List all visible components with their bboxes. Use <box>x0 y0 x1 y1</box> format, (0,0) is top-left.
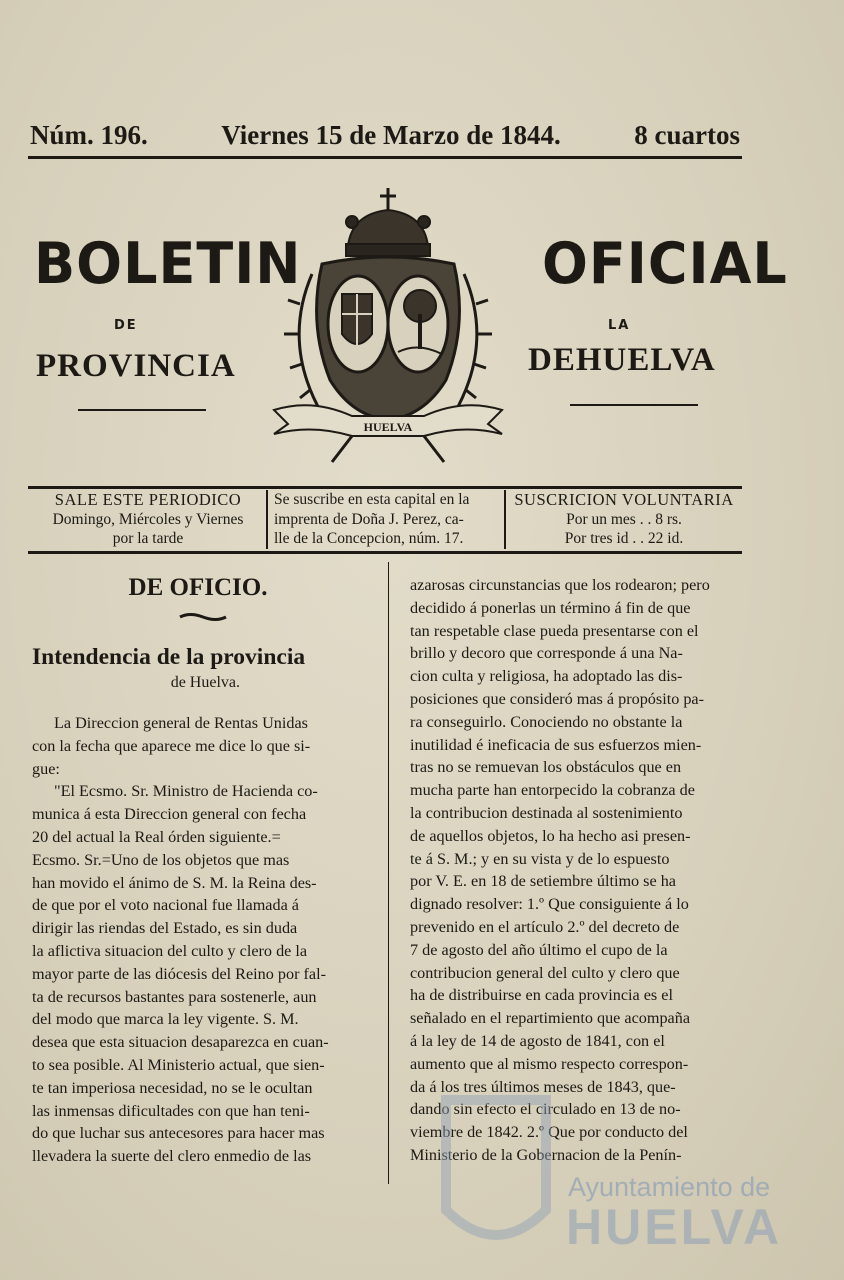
text-line: inutilidad é ineficacia de sus esfuerzos mien- <box>410 735 702 754</box>
price-one-month: Por un mes . . 8 rs. <box>566 510 682 528</box>
right-column <box>410 574 746 1167</box>
title-boletin: BOLETIN <box>34 230 302 297</box>
text-line: munica á esta Direccion general con fecha <box>32 805 307 824</box>
coat-of-arms-icon <box>252 184 524 468</box>
text-line: con la fecha que aparece me dice lo que si- <box>32 736 311 755</box>
publication-schedule <box>30 490 266 549</box>
text-line: brillo y decoro que corresponde á una Na- <box>410 644 683 663</box>
subscription-prices <box>506 490 742 549</box>
text-line: desea que esta situacion desaparezca en cuan- <box>32 1033 329 1052</box>
text-line: aumento que al mismo respecto correspon- <box>410 1054 689 1073</box>
issue-date: Viernes 15 de Marzo de 1844. <box>221 120 561 150</box>
text-line: to sea posible. Al Ministerio actual, que sien- <box>32 1055 325 1074</box>
text-line: cion culta y religiosa, ha adoptado las dis- <box>410 667 683 686</box>
subscription-top-rule <box>28 486 742 489</box>
title-la: LA <box>608 318 631 333</box>
title-de-huelva: DEHUELVA <box>528 342 716 378</box>
issue-price: 8 cuartos <box>634 120 740 150</box>
text-line: "El Ecsmo. Sr. Ministro de Hacienda co- <box>54 782 318 801</box>
text-line: 7 de agosto del año último el cupo de la <box>410 940 668 959</box>
section-heading: DE OFICIO. <box>128 574 268 601</box>
text-line: viembre de 1842. 2.º Que por conducto del <box>410 1123 688 1142</box>
subscription-bottom-rule <box>28 551 742 554</box>
issue-number: Núm. 196. <box>30 120 148 150</box>
schedule-time: por la tarde <box>112 530 184 547</box>
watermark-line-2: HUELVA <box>566 1199 783 1255</box>
text-line: posiciones que consideró mas á propósito pa- <box>410 689 705 708</box>
text-line: La Direccion general de Rentas Unidas <box>54 714 308 732</box>
location-line-2: imprenta de Doña J. Perez, ca- <box>274 510 464 528</box>
text-line: la contribucion destinada al sostenimiento <box>410 803 683 822</box>
text-line: á la ley de 14 de agosto de 1841, con el <box>410 1031 665 1050</box>
text-line: tras no se remuevan los obstáculos que en <box>410 758 682 777</box>
text-line: de que por el voto nacional fue llamada á <box>32 896 299 915</box>
text-line: señalado en el repartimiento que acompaña <box>410 1009 691 1028</box>
text-line: do que luchar sus antecesores para hacer mas <box>32 1124 325 1143</box>
text-line: del modo que marca la ley vigente. S. M. <box>32 1010 299 1029</box>
text-line: de aquellos objetos, lo ha hecho asi presen- <box>410 826 691 845</box>
text-line: te á S. M.; y en su vista y de lo espuesto <box>410 849 670 868</box>
text-line: prevenido en el artículo 2.º del decreto de <box>410 917 680 936</box>
text-line: tan respetable clase pueda presentarse con el <box>410 621 699 640</box>
text-line: Ecsmo. Sr.=Uno de los objetos que mas <box>32 850 290 869</box>
text-line: azarosas circunstancias que los rodearon; pero <box>410 576 710 594</box>
text-line: las inmensas dificultades con que han teni- <box>32 1101 310 1120</box>
header-rule <box>28 156 742 159</box>
subsection-heading: Intendencia de la provincia <box>32 644 306 670</box>
location-line-1: Se suscribe en esta capital en la <box>274 491 470 508</box>
text-line: mucha parte han entorpecido la cobranza de <box>410 781 695 800</box>
masthead-row <box>30 120 740 156</box>
text-line: dando sin efecto el circulado en 13 de no- <box>410 1100 681 1119</box>
title-ornament-left <box>78 409 206 411</box>
subsection-heading-2: de Huelva. <box>170 674 240 691</box>
title-oficial: OFICIAL <box>542 230 788 297</box>
text-line: mayor parte de las diócesis del Reino por fal- <box>32 964 326 983</box>
schedule-heading: SALE ESTE PERIODICO <box>54 490 242 509</box>
text-line: decidido á ponerlas un término á fin de que <box>410 598 691 617</box>
text-line: por V. E. en 18 de setiembre último se ha <box>410 872 676 891</box>
text-line: dirigir las riendas del Estado, es sin duda <box>32 919 298 938</box>
text-line: da á los tres últimos meses de 1843, que- <box>410 1077 676 1096</box>
crest-banner-text: HUELVA <box>363 420 413 434</box>
subscription-box <box>30 490 742 548</box>
text-line: ra conseguirlo. Conociendo no obstante la <box>410 712 683 731</box>
prices-heading: SUSCRICION VOLUNTARIA <box>514 490 734 509</box>
text-line: 20 del actual la Real órden siguiente.= <box>32 827 281 846</box>
ornament-icon <box>178 612 228 622</box>
schedule-days: Domingo, Miércoles y Viernes <box>52 510 244 528</box>
text-line: han movido el ánimo de S. M. la Reina des- <box>32 873 317 892</box>
text-line: ha de distribuirse en cada provincia es el <box>410 986 673 1005</box>
text-line: gue: <box>32 759 60 778</box>
left-column <box>32 712 368 1168</box>
text-line: te tan imperiosa necesidad, no se le ocultan <box>32 1078 313 1097</box>
text-line: contribucion general del culto y clero que <box>410 963 680 982</box>
title-ornament-right <box>570 404 698 406</box>
price-three-months: Por tres id . . 22 id. <box>564 530 684 547</box>
title-provincia: PROVINCIA <box>36 348 236 384</box>
location-line-3: lle de la Concepcion, núm. 17. <box>274 530 464 547</box>
column-divider <box>388 562 389 1184</box>
text-line: ta de recursos bastantes para sostenerle, aun <box>32 987 317 1006</box>
text-line: llevadera la suerte del clero enmedio de las <box>32 1147 312 1166</box>
title-de: DE <box>114 318 138 333</box>
text-line: la aflictiva situacion del culto y clero de la <box>32 941 308 960</box>
text-line: dignado resolver: 1.º Que consiguiente á lo <box>410 895 689 914</box>
text-line: Ministerio de la Gobernacion de la Penín- <box>410 1145 682 1164</box>
subscription-location <box>266 490 506 549</box>
watermark-line-1: Ayuntamiento de <box>568 1172 771 1202</box>
